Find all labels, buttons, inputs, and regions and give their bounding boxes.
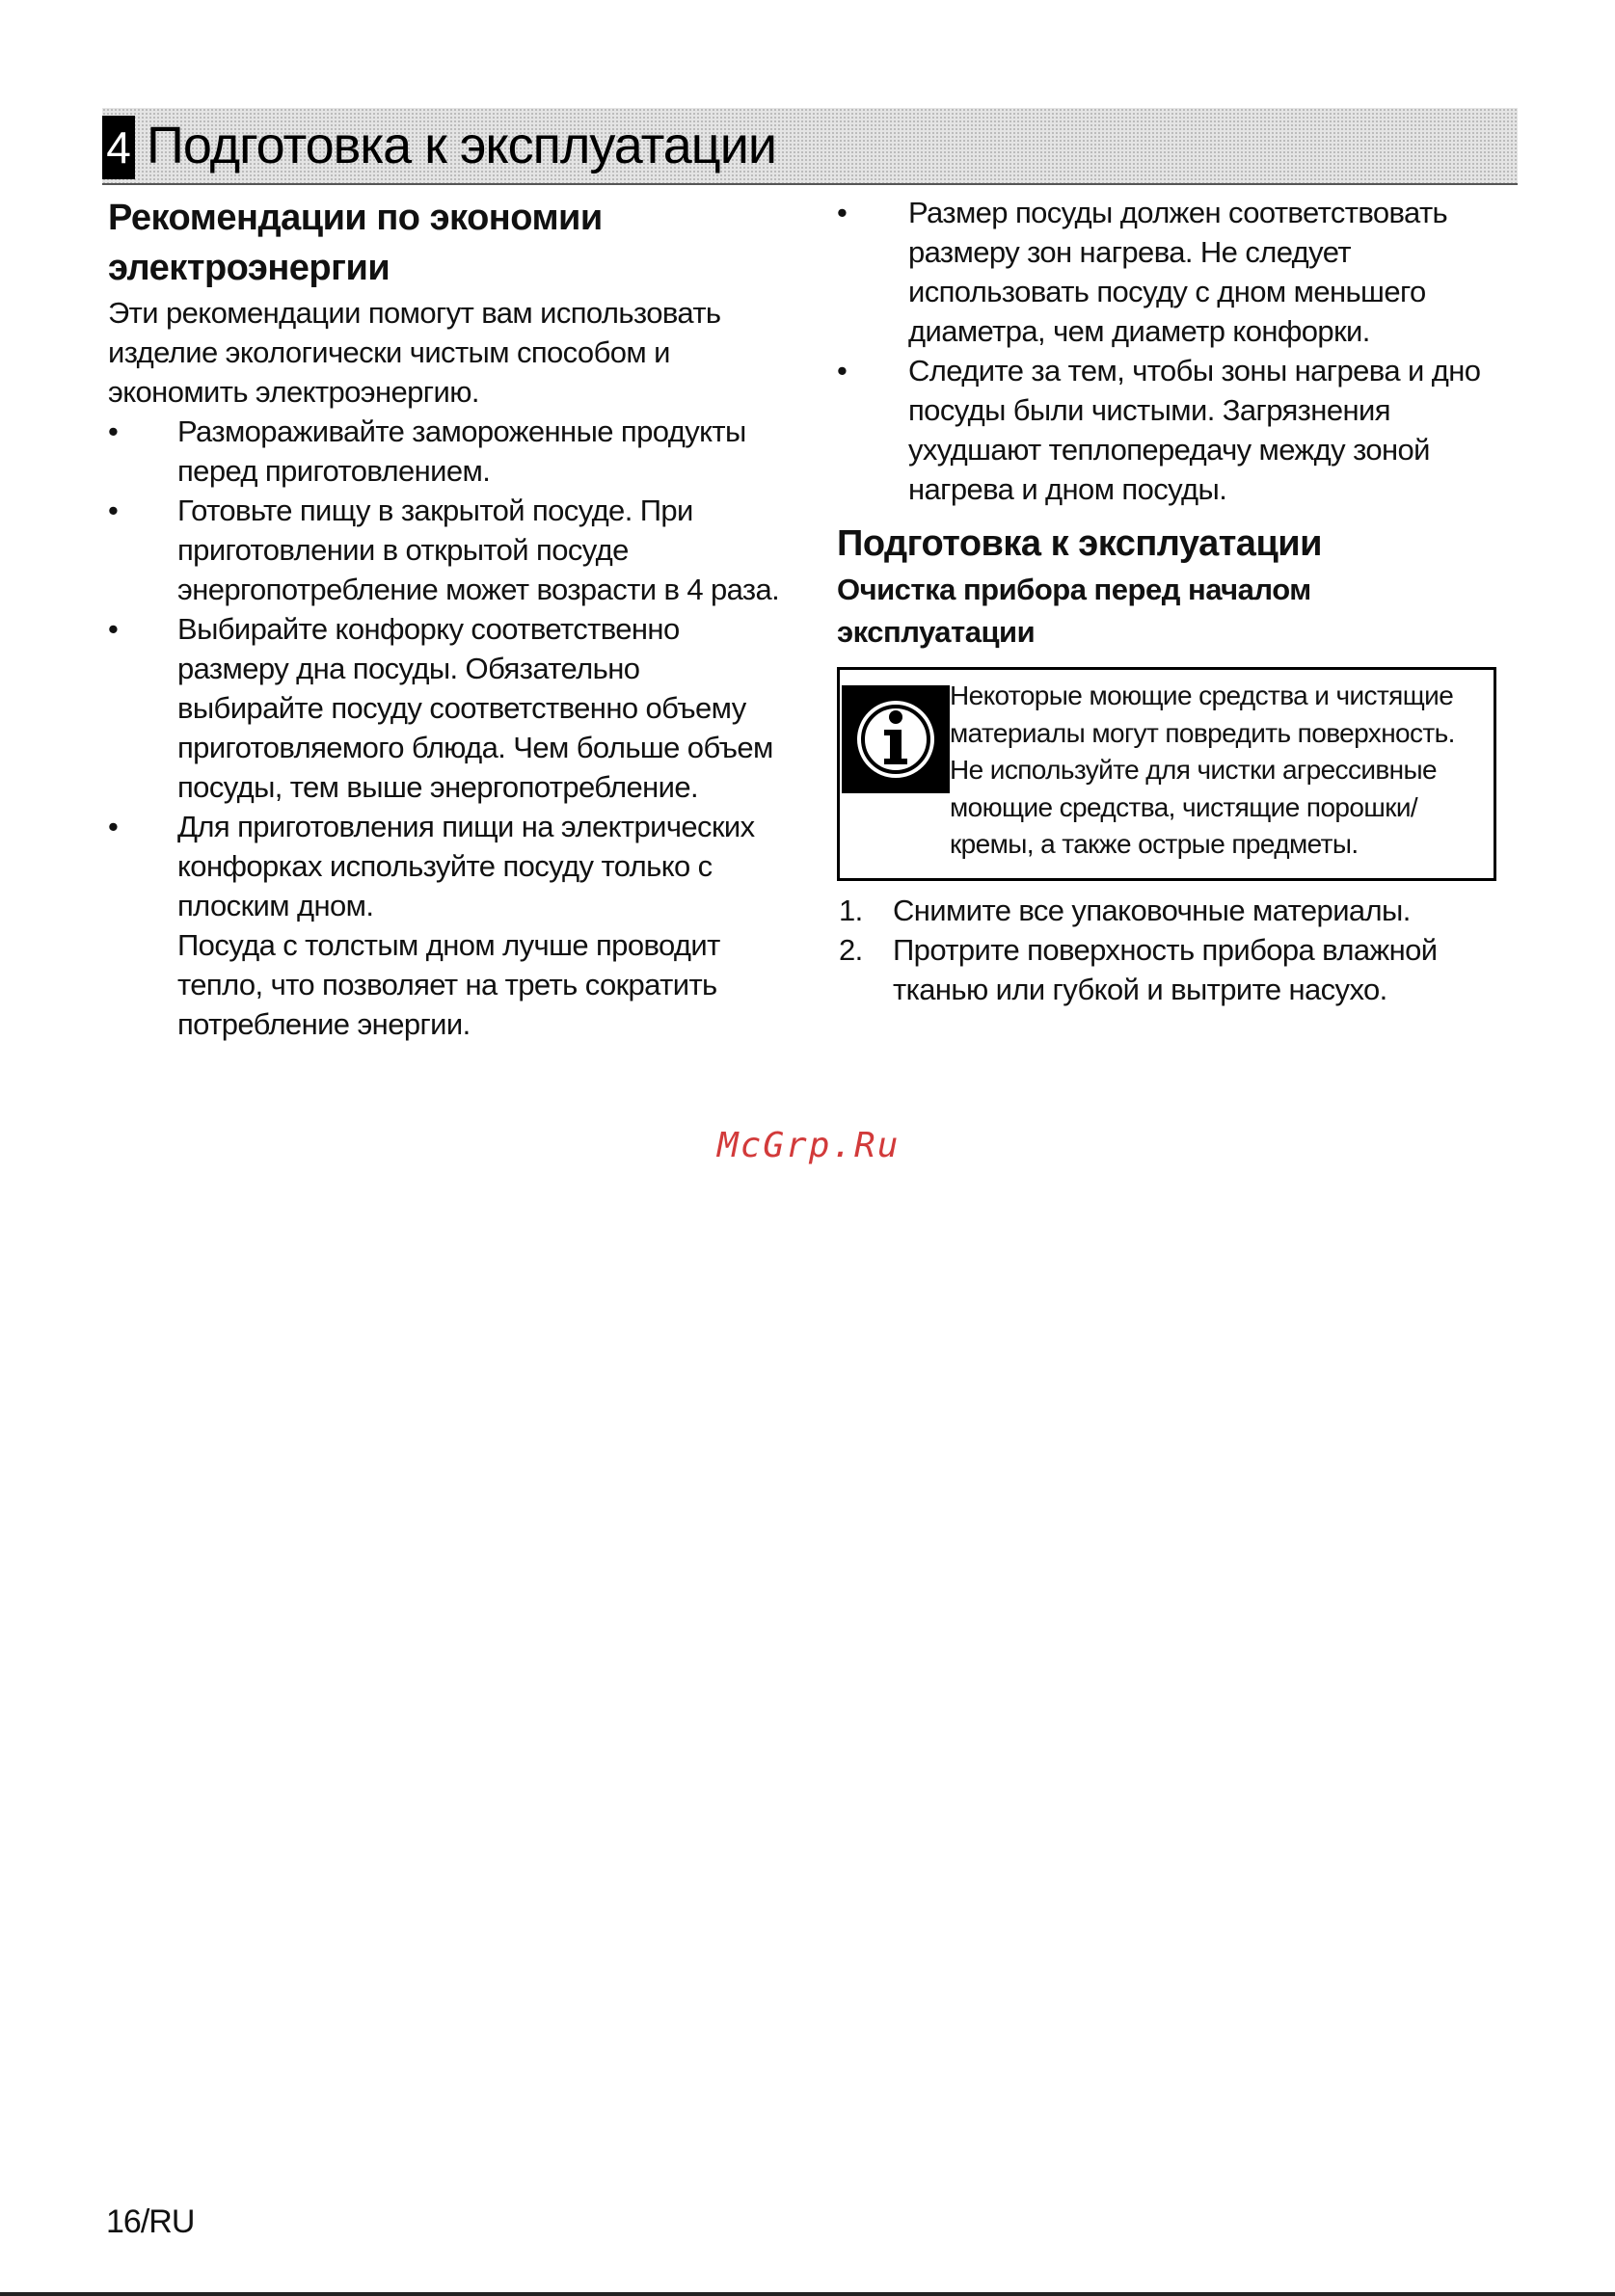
info-note xyxy=(837,667,1496,881)
watermark: McGrp.Ru xyxy=(717,1126,901,1165)
energy-saving-list xyxy=(108,412,793,1044)
section-title: Подготовка к эксплуатации xyxy=(147,117,777,174)
bullet-icon: • xyxy=(108,612,119,646)
list-item-text: Размораживайте замороженные продукты перед приготовлением. xyxy=(177,414,746,488)
list-item-extra-text: Посуда с толстым дном лучше проводит тепло, что позволяет на треть сократить потребление энергии. xyxy=(177,928,720,1041)
bullet-icon: • xyxy=(108,810,119,843)
cleaning-steps xyxy=(837,891,1512,1009)
right-column xyxy=(837,193,1512,1009)
bottom-divider xyxy=(0,2292,1615,2296)
list-item xyxy=(837,351,1512,509)
list-item-text: Готовьте пищу в закрытой посуде. При приготовлении в открытой посуде энергопотребление может возрасти в 4 раза. xyxy=(177,494,780,606)
step-text: Протрите поверхность прибора влажной тканью или губкой и вытрите насухо. xyxy=(893,933,1438,1006)
cookware-list xyxy=(837,193,1512,509)
list-item xyxy=(108,609,793,807)
list-item-text: Для приготовления пищи на электрических конфорках используйте посуду только с плоским дном. xyxy=(177,810,755,922)
info-note-text: Некоторые моющие средства и чистящие материалы могут повредить поверхность. Не используйте для чистки агрессивные моющие средства, чистящие порошки/кремы, а также острые предметы. xyxy=(950,681,1455,859)
step-text: Снимите все упаковочные материалы. xyxy=(893,894,1411,927)
energy-saving-heading-line1: Рекомендации по экономии xyxy=(108,198,603,238)
list-item xyxy=(108,491,793,609)
list-item xyxy=(837,193,1512,351)
section-header xyxy=(102,108,1518,185)
bullet-icon: • xyxy=(108,414,119,448)
step-item xyxy=(837,930,1512,1009)
list-item-text: Следите за тем, чтобы зоны нагрева и дно посуды были чистыми. Загрязнения ухудшают теплопередачу между зоной нагрева и дном посуды. xyxy=(908,354,1481,506)
left-column xyxy=(108,193,793,1044)
bullet-icon: • xyxy=(837,354,848,387)
section-number: 4 xyxy=(102,116,135,179)
list-item-text: Размер посуды должен соответствовать размеру зон нагрева. Не следует использовать посуду с дном меньшего диаметра, чем диаметр конфорки. xyxy=(908,196,1448,348)
energy-saving-heading-line2: электроэнергии xyxy=(108,248,390,288)
step-number: 1. xyxy=(839,894,863,927)
bullet-icon: • xyxy=(837,196,848,229)
energy-saving-intro: Эти рекомендации помогут вам использовать изделие экологически чистым способом и экономить электроэнергию. xyxy=(108,296,721,409)
bullet-icon: • xyxy=(108,494,119,527)
list-item-text: Выбирайте конфорку соответственно размеру дна посуды. Обязательно выбирайте посуду соответственно объему приготовляемого блюда. Чем больше объем посуды, тем выше энергопотребление. xyxy=(177,612,773,804)
list-item xyxy=(108,807,793,1044)
energy-saving-heading xyxy=(108,193,793,293)
info-icon xyxy=(842,685,950,793)
preparation-heading: Подготовка к эксплуатации xyxy=(837,523,1323,564)
page-number: 16/RU xyxy=(106,2203,195,2240)
list-item xyxy=(108,412,793,491)
step-number: 2. xyxy=(839,933,863,967)
cleaning-subheading: Очистка прибора перед началом эксплуатации xyxy=(837,573,1311,649)
step-item xyxy=(837,891,1512,930)
